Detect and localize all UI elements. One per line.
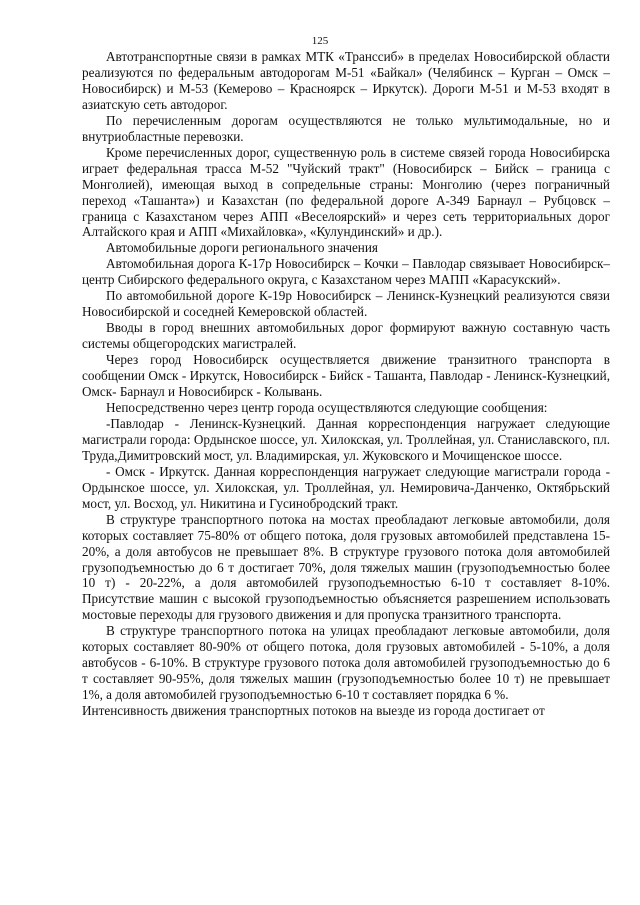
list-item-pavlodar-leninsk: -Павлодар - Ленинск-Кузнецкий. Данная корреспонденция нагружает следующие магистрали города: Ордынское шоссе, ул. Хилокская, ул. Троллейная, ул. Станиславского, пл. Труда,Димитровский мост, ул. Владимирская, ул. Жуковского и Мочищенское шоссе. [82,415,610,463]
paragraph-transit-traffic: Через город Новосибирск осуществляется движение транзитного транспорта в сообщении Омск - Иркутск, Новосибирск - Бийск - Ташанта, Павлодар - Ленинск-Кузнецкий, Омск- Барнаул и Новосибирск - Колывань. [82,352,610,400]
paragraph-road-entries: Вводы в город внешних автомобильных дорог формируют важную составную часть системы общегородских магистралей. [82,320,610,352]
paragraph-traffic-intensity: Интенсивность движения транспортных потоков на выезде из города достигает от [82,703,545,719]
paragraph-road-k17r: Автомобильная дорога К-17р Новосибирск – Кочки – Павлодар связывает Новосибирск– центр Сибирского федерального округа, с Казахстаном через МАПП «Карасукский». [82,256,610,288]
list-item-omsk-irkutsk: - Омск - Иркутск. Данная корреспонденция нагружает следующие магистрали города - Ордынское шоссе, ул. Хилокская, ул. Троллейная, ул. Немировича-Данченко, Октябрьский мост, ул. Восход, ул. Никитина и Гусинобродский тракт. [82,463,610,511]
paragraph-center-connections: Непосредственно через центр города осуществляются следующие сообщения: [106,399,548,415]
paragraph-intraregional-transport: По перечисленным дорогам осуществляются не только мультимодальные, но и внутриобластные перевозки. [82,112,610,144]
paragraph-road-k19r: По автомобильной дороге К-19р Новосибирск – Ленинск-Кузнецкий реализуются связи Новосибирской и соседней Кемеровской областей. [82,288,610,320]
paragraph-street-traffic-structure: В структуре транспортного потока на улицах преобладают легковые автомобили, доля которых составляет 80-90% от общего потока, доля грузовых автомобилей - 5-10%, а доля автобусов - 6-10%. В структуре грузового потока доля автомобилей грузоподъемностью до 6 т составляет 90-95%, доля тяжелых машин (грузоподъемностью более 10 т) не превышает 1%, а доля автомобилей грузоподъемностью 6-10 т составляет порядка 6 %. [82,623,610,703]
paragraph-transsib-routes: Автотранспортные связи в рамках МТК «Транссиб» в пределах Новосибирской области реализуются по федеральным автодорогам М-51 «Байкал» (Челябинск – Курган – Омск – Новосибирск) и М-53 (Кемерово – Красноярск – Иркутск). Дороги М-51 и М-53 входят в азиатскую сеть автодорог. [82,49,610,112]
section-heading-regional-roads: Автомобильные дороги регионального значения [106,240,378,256]
paragraph-bridge-traffic-structure: В структуре транспортного потока на мостах преобладают легковые автомобили, доля которых составляет 75-80% от общего потока, доля грузовых автомобилей представлена 15-20%, а доля автобусов не превышает 8%. В структуре грузового потока доля автомобилей грузоподъемностью до 6 т достигает 70%, доля тяжелых машин (грузоподъемностью более 10 т) - 20-22%, а доля автомобилей грузоподъемностью 6-10 т составляет 8-10%. Присутствие машин с высокой грузоподъемностью объясняется разрешением использовать мостовые переходы для грузового движения и для пропуска транзитного транспорта. [82,511,610,623]
document-body [82,49,610,719]
page-number: 125 [311,35,329,47]
paragraph-chuysky-tract: Кроме перечисленных дорог, существенную роль в системе связей города Новосибирска играет федеральная трасса М-52 "Чуйский тракт" (Новосибирск – Бийск – граница с Монголией), имеющая выход в сопредельные страны: Монголию (через пограничный переход «Ташанта») и Казахстан (по федеральной дороге А-349 Барнаул – Рубцовск – граница с Казахстаном через АПП «Веселоярский» и через сеть территориальных дорог Алтайского края и АПП «Михайловка», «Кулундинский» и др.). [82,144,610,240]
